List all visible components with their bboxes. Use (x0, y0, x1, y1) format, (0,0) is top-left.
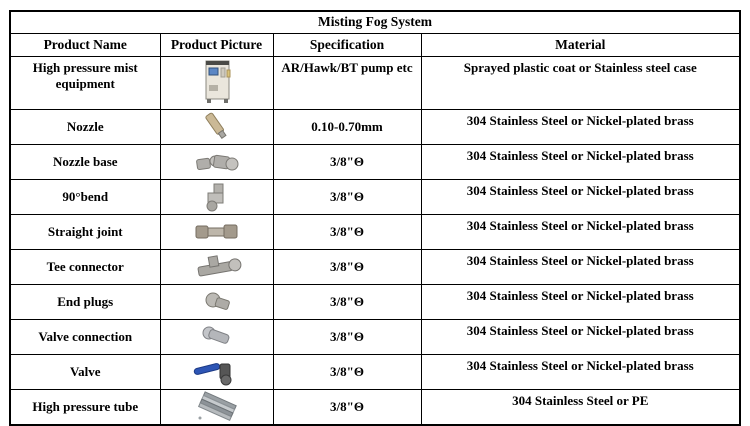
table-row-straight-joint (10, 215, 740, 250)
specification-cell: 3/8"Θ (273, 355, 421, 390)
product-name-cell: Tee connector (10, 250, 160, 285)
misting-fog-table (9, 10, 741, 426)
table-row-end-plugs (10, 285, 740, 320)
product-name-cell: End plugs (10, 285, 160, 320)
product-picture-cell (160, 145, 273, 180)
product-picture-cell (160, 57, 273, 110)
product-name-cell: Nozzle base (10, 145, 160, 180)
specification-cell: 3/8"Θ (273, 145, 421, 180)
specification-cell: 3/8"Θ (273, 390, 421, 426)
specification-cell: 0.10-0.70mm (273, 110, 421, 145)
specification-cell: 3/8"Θ (273, 250, 421, 285)
product-picture-cell (160, 180, 273, 215)
table-row-nozzle-base (10, 145, 740, 180)
specification-cell: AR/Hawk/BT pump etc (273, 57, 421, 110)
product-name-cell: 90°bend (10, 180, 160, 215)
header-row (10, 34, 740, 57)
product-name-cell: Valve connection (10, 320, 160, 355)
material-cell: 304 Stainless Steel or PE (421, 390, 740, 426)
material-cell: 304 Stainless Steel or Nickel-plated brass (421, 320, 740, 355)
valve-photo-icon (189, 357, 245, 387)
table-title: Misting Fog System (10, 11, 740, 34)
straight-joint-photo-icon (190, 219, 244, 245)
tee-connector-photo-icon (191, 252, 243, 282)
material-cell: 304 Stainless Steel or Nickel-plated brass (421, 180, 740, 215)
specification-cell: 3/8"Θ (273, 215, 421, 250)
material-cell: 304 Stainless Steel or Nickel-plated brass (421, 110, 740, 145)
product-picture-cell (160, 285, 273, 320)
mist-equipment-photo-icon (194, 59, 240, 105)
nozzle-photo-icon (192, 111, 242, 143)
product-name-cell: High pressure tube (10, 390, 160, 426)
nozzle-base-photo-icon (189, 148, 245, 176)
product-picture-cell (160, 110, 273, 145)
material-cell: 304 Stainless Steel or Nickel-plated brass (421, 215, 740, 250)
material-cell: 304 Stainless Steel or Nickel-plated brass (421, 250, 740, 285)
high-pressure-tube-photo-icon (191, 391, 243, 423)
table-row-tee-connector (10, 250, 740, 285)
90-bend-photo-icon (197, 182, 237, 212)
document-page (9, 10, 741, 426)
title-row (10, 11, 740, 34)
product-picture-cell (160, 215, 273, 250)
table-row-90-bend (10, 180, 740, 215)
product-picture-cell (160, 390, 273, 426)
valve-connection-photo-icon (195, 323, 239, 351)
col-header-product-picture: Product Picture (160, 34, 273, 57)
specification-cell: 3/8"Θ (273, 180, 421, 215)
material-cell: 304 Stainless Steel or Nickel-plated brass (421, 285, 740, 320)
col-header-product-name: Product Name (10, 34, 160, 57)
material-cell: Sprayed plastic coat or Stainless steel case (421, 57, 740, 110)
product-name-cell: Straight joint (10, 215, 160, 250)
product-picture-cell (160, 320, 273, 355)
table-row-valve-connection (10, 320, 740, 355)
table-row-valve (10, 355, 740, 390)
material-cell: 304 Stainless Steel or Nickel-plated brass (421, 355, 740, 390)
table-row-high-pressure-tube (10, 390, 740, 426)
product-picture-cell (160, 355, 273, 390)
table-row-mist-equipment (10, 57, 740, 110)
product-name-cell: Valve (10, 355, 160, 390)
specification-cell: 3/8"Θ (273, 285, 421, 320)
col-header-specification: Specification (273, 34, 421, 57)
col-header-material: Material (421, 34, 740, 57)
end-plugs-photo-icon (199, 288, 235, 316)
material-cell: 304 Stainless Steel or Nickel-plated brass (421, 145, 740, 180)
product-name-cell: Nozzle (10, 110, 160, 145)
specification-cell: 3/8"Θ (273, 320, 421, 355)
product-picture-cell (160, 250, 273, 285)
table-row-nozzle (10, 110, 740, 145)
product-name-cell: High pressure mist equipment (10, 57, 160, 110)
